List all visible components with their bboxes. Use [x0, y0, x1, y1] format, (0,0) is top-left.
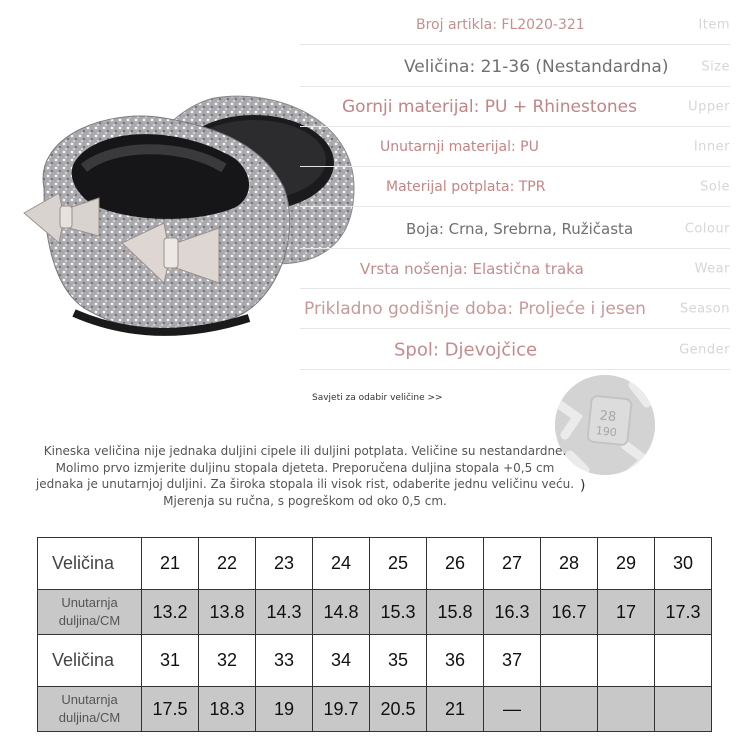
length-header-cell — [38, 590, 142, 635]
length-cell: 19.7 — [313, 687, 370, 732]
size-cell: 23 — [256, 538, 313, 590]
length-cell: 15.3 — [370, 590, 427, 635]
size-cell: 22 — [199, 538, 256, 590]
note-line: Kineska veličina nije jednaka duljini cipele ili duljini potplata. Veličine su nestandardne. — [43, 444, 567, 458]
size-header-cell: Veličina — [38, 635, 142, 687]
length-cell — [598, 687, 655, 732]
size-cell: 30 — [655, 538, 712, 590]
size-cell — [598, 635, 655, 687]
spec-row-upper — [300, 88, 730, 127]
note-line: Mjerenja su ručna, s pogreškom od oko 0,5 cm. — [163, 493, 447, 508]
length-cell: 17.3 — [655, 590, 712, 635]
length-cell: — — [484, 687, 541, 732]
size-cell: 34 — [313, 635, 370, 687]
spec-inner-text: Unutarnji materijal: PU — [380, 139, 539, 155]
note-paren: ) — [580, 478, 586, 494]
length-header-cell — [38, 687, 142, 732]
length-cell: 13.8 — [199, 590, 256, 635]
length-header-line2: duljina/CM — [58, 710, 121, 725]
length-cell — [541, 687, 598, 732]
size-cell: 27 — [484, 538, 541, 590]
size-cell: 31 — [142, 635, 199, 687]
size-advice-link[interactable]: Savjeti za odabir veličine >> — [312, 393, 443, 403]
spec-colour-label: Colour — [684, 221, 730, 237]
spec-row-colour — [300, 210, 730, 249]
size-cell: 35 — [370, 635, 427, 687]
size-cell: 33 — [256, 635, 313, 687]
spec-gender-text: Spol: Djevojčice — [394, 339, 538, 361]
size-table — [37, 537, 712, 732]
spec-row-season — [300, 290, 730, 329]
spec-item-text: Broj artikla: FL2020-321 — [416, 17, 585, 33]
size-cell: 24 — [313, 538, 370, 590]
size-cell — [655, 635, 712, 687]
spec-wear-text: Vrsta nošenja: Elastična traka — [360, 260, 584, 278]
length-header-line1: Unutarnja — [61, 595, 118, 610]
length-cell: 18.3 — [199, 687, 256, 732]
spec-sole-text: Materijal potplata: TPR — [386, 179, 546, 195]
length-header-line1: Unutarnja — [61, 692, 118, 707]
note-line: jednaka je unutarnjoj duljini. Za široka stopala ili visok rist, odaberite jednu veličinu veću. — [35, 477, 575, 491]
length-cell: 21 — [427, 687, 484, 732]
size-cell: 37 — [484, 635, 541, 687]
size-note — [20, 443, 590, 509]
length-cell: 14.8 — [313, 590, 370, 635]
table-row-sizes-2 — [38, 635, 712, 687]
length-cell: 14.3 — [256, 590, 313, 635]
size-cell: 28 — [541, 538, 598, 590]
spec-size-label: Size — [701, 59, 730, 75]
length-header-line2: duljina/CM — [58, 613, 121, 628]
size-header-cell: Veličina — [38, 538, 142, 590]
length-cell: 13.2 — [142, 590, 199, 635]
spec-size-text: Veličina: 21-36 (Nestandardna) — [404, 57, 669, 77]
size-cell: 32 — [199, 635, 256, 687]
length-cell — [655, 687, 712, 732]
spec-sole-label: Sole — [700, 179, 730, 195]
size-cell: 21 — [142, 538, 199, 590]
length-cell: 17 — [598, 590, 655, 635]
length-cell: 15.8 — [427, 590, 484, 635]
table-row-lengths-1 — [38, 590, 712, 635]
table-row-sizes-1 — [38, 538, 712, 590]
length-cell: 19 — [256, 687, 313, 732]
spec-upper-label: Upper — [688, 99, 730, 115]
length-cell: 16.7 — [541, 590, 598, 635]
spec-row-sole — [300, 168, 730, 207]
spec-gender-label: Gender — [679, 342, 730, 358]
sole-size-mark: 28 — [598, 408, 617, 426]
spec-season-text: Prikladno godišnje doba: Proljeće i jesen — [304, 299, 646, 319]
spec-season-label: Season — [679, 301, 730, 317]
size-cell: 29 — [598, 538, 655, 590]
length-cell: 20.5 — [370, 687, 427, 732]
length-cell: 16.3 — [484, 590, 541, 635]
size-cell — [541, 635, 598, 687]
sole-length-mark: 190 — [595, 424, 618, 440]
table-row-lengths-2 — [38, 687, 712, 732]
size-cell: 26 — [427, 538, 484, 590]
spec-row-item — [300, 6, 730, 45]
spec-row-wear — [300, 250, 730, 289]
spec-wear-label: Wear — [694, 261, 730, 277]
size-cell: 36 — [427, 635, 484, 687]
spec-row-gender — [300, 331, 730, 370]
spec-row-size — [300, 48, 730, 87]
spec-inner-label: Inner — [693, 139, 730, 155]
spec-colour-text: Boja: Crna, Srebrna, Ružičasta — [406, 220, 634, 238]
length-cell: 17.5 — [142, 687, 199, 732]
spec-row-inner — [300, 128, 730, 167]
size-cell: 25 — [370, 538, 427, 590]
spec-upper-text: Gornji materijal: PU + Rhinestones — [342, 97, 638, 117]
spec-item-label: Item — [698, 17, 730, 33]
note-line: Molimo prvo izmjerite duljinu stopala djeteta. Preporučena duljina stopala +0,5 cm — [55, 460, 555, 475]
